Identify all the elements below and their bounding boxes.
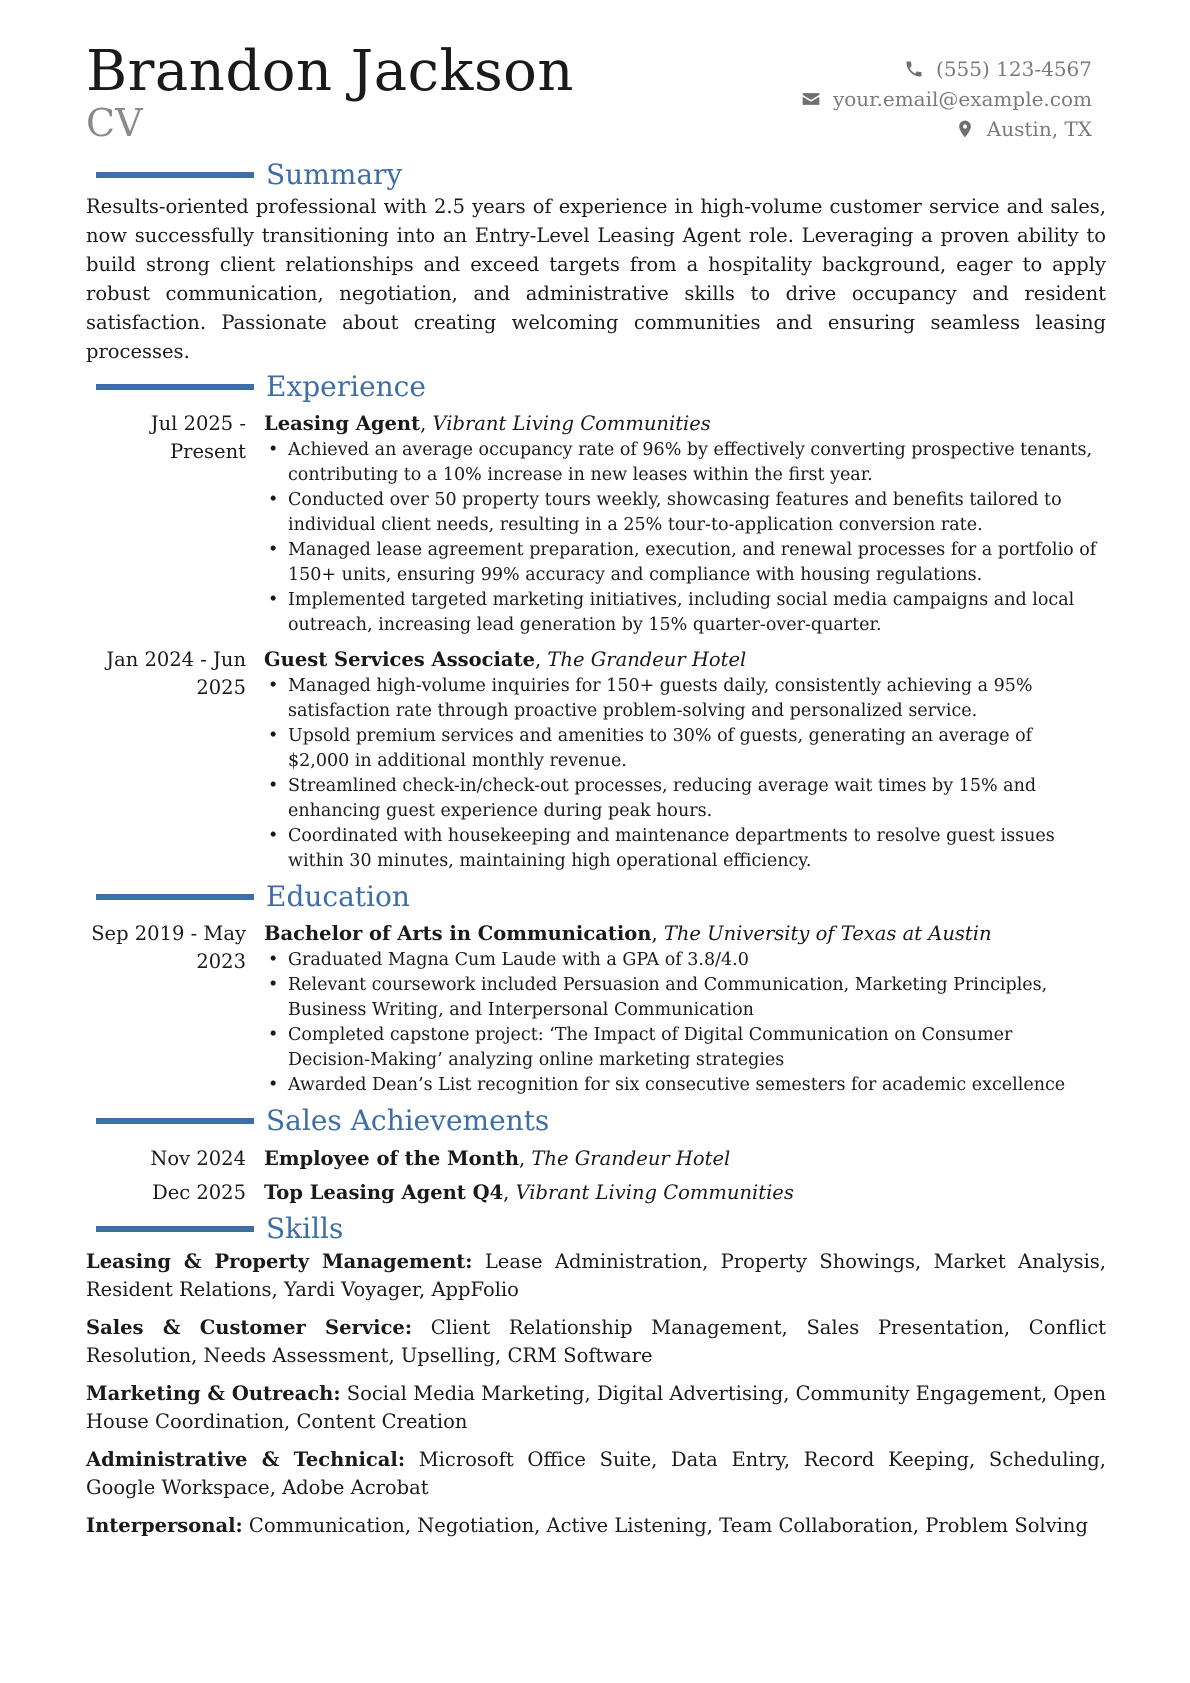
entry-org: The Grandeur Hotel <box>547 648 747 671</box>
bullet-item: • Completed capstone project: ‘The Impact of Digital Communication on Consumer Decision-Making’ analyzing online marketing strategies <box>288 1023 1098 1073</box>
bullet-item: • Managed high-volume inquiries for 150+ guests daily, consistently achieving a 95% satisfaction rate through proactive problem-solving and personalized service. <box>288 674 1098 724</box>
header <box>86 39 1106 156</box>
entry-org: Vibrant Living Communities <box>432 412 711 435</box>
section-skills-heading <box>86 1214 1106 1244</box>
section-title: Sales Achievements <box>266 1104 550 1137</box>
entry-heading: Employee of the Month, The Grandeur Hotel <box>264 1146 731 1170</box>
phone-text[interactable]: (555) 123-4567 <box>936 57 1092 81</box>
entry-role: Leasing Agent <box>264 412 421 435</box>
entry-bullets <box>264 948 1098 1098</box>
bullet-item: • Achieved an average occupancy rate of 96% by effectively converting prospective tenants, contributing to a 10% increase in new leases within the first year. <box>288 438 1098 488</box>
experience-entry <box>86 646 1106 874</box>
section-title: Skills <box>266 1212 344 1245</box>
section-title: Experience <box>266 370 426 403</box>
entry-heading: Top Leasing Agent Q4, Vibrant Living Communities <box>264 1180 794 1204</box>
entry-role: Bachelor of Arts in Communication <box>264 922 652 945</box>
contact-phone <box>801 54 1092 84</box>
envelope-icon <box>801 89 821 109</box>
skill-group <box>86 1314 1106 1370</box>
bullet-item: • Coordinated with housekeeping and maintenance departments to resolve guest issues within 30 minutes, maintaining high operational efficiency. <box>288 824 1098 874</box>
skill-items: Client Relationship Management, Sales Presentation, Conflict Resolution, Needs Assessment, Upselling, CRM Software <box>86 1316 1107 1367</box>
bullet-item: • Implemented targeted marketing initiatives, including social media campaigns and local outreach, increasing lead generation by 15% quarter-over-quarter. <box>288 588 1098 638</box>
contact-block <box>801 54 1092 144</box>
entry-role: Guest Services Associate <box>264 648 535 671</box>
entry-date: Dec 2025 <box>152 1180 246 1204</box>
summary-text: Results-oriented professional with 2.5 years of experience in high-volume customer service and sales, now successfully transitioning into an Entry-Level Leasing Agent role. Leveraging a proven ability to build strong client relationships and exceed targets from a hospitality background, eager to apply robust communication, negotiation, and administrative skills to drive occupancy and resident satisfaction. Passionate about creating welcoming communities and ensuring seamless leasing processes. <box>86 195 1106 363</box>
section-bar <box>96 894 254 900</box>
entry-date: Sep 2019 - May 2023 <box>91 922 246 973</box>
entry-heading: Bachelor of Arts in Communication, The University of Texas at Austin <box>264 922 992 945</box>
entry-heading: Guest Services Associate, The Grandeur Hotel <box>264 648 747 671</box>
map-marker-icon <box>955 119 975 139</box>
bullet-item: • Relevant coursework included Persuasion and Communication, Marketing Principles, Business Writing, and Interpersonal Communication <box>288 973 1098 1023</box>
location-text: Austin, TX <box>986 117 1092 141</box>
achievement-entry <box>86 1176 1106 1208</box>
skill-group <box>86 1446 1106 1502</box>
contact-location <box>801 114 1092 144</box>
skill-label: Interpersonal: <box>86 1514 243 1537</box>
skill-label: Leasing & Property Management: <box>86 1250 473 1273</box>
section-bar <box>96 172 254 178</box>
section-bar <box>96 384 254 390</box>
education-entry <box>86 920 1106 1098</box>
entry-heading: Leasing Agent, Vibrant Living Communities <box>264 412 711 435</box>
bullet-item: • Managed lease agreement preparation, execution, and renewal processes for a portfolio of 150+ units, ensuring 99% accuracy and compliance with housing regulations. <box>288 538 1098 588</box>
resume-page <box>86 39 1107 1550</box>
skill-label: Administrative & Technical: <box>86 1448 406 1471</box>
section-achievements-heading <box>86 1106 1106 1136</box>
skill-items: Lease Administration, Property Showings, Market Analysis, Resident Relations, Yardi Voyager, AppFolio <box>86 1250 1107 1301</box>
skills-list <box>86 1248 1106 1540</box>
section-education-heading <box>86 882 1106 912</box>
person-name: Brandon Jackson <box>86 39 574 104</box>
bullet-item: • Graduated Magna Cum Laude with a GPA of 3.8/4.0 <box>288 948 1098 973</box>
entry-date: Nov 2024 <box>150 1146 246 1170</box>
skill-group <box>86 1248 1106 1304</box>
entry-bullets <box>264 438 1098 638</box>
skill-items: Communication, Negotiation, Active Listening, Team Collaboration, Problem Solving <box>248 1514 1088 1537</box>
entry-role: Employee of the Month <box>264 1146 519 1170</box>
achievement-entry <box>86 1142 1106 1174</box>
entry-role: Top Leasing Agent Q4 <box>264 1180 504 1204</box>
skill-label: Sales & Customer Service: <box>86 1316 413 1339</box>
section-bar <box>96 1226 254 1232</box>
bullet-item: • Upsold premium services and amenities to 30% of guests, generating an average of $2,000 in additional monthly revenue. <box>288 724 1098 774</box>
phone-icon <box>904 59 924 79</box>
entry-org: Vibrant Living Communities <box>515 1180 794 1204</box>
section-experience-heading <box>86 372 1106 402</box>
entry-date: Jan 2024 - Jun 2025 <box>106 648 246 699</box>
document-subtitle: CV <box>86 101 143 145</box>
email-link[interactable]: your.email@example.com <box>832 87 1092 111</box>
section-summary-heading <box>86 160 1106 190</box>
bullet-item: • Conducted over 50 property tours weekly, showcasing features and benefits tailored to individual client needs, resulting in a 25% tour-to-application conversion rate. <box>288 488 1098 538</box>
bullet-item: • Streamlined check-in/check-out processes, reducing average wait times by 15% and enhancing guest experience during peak hours. <box>288 774 1098 824</box>
skill-label: Marketing & Outreach: <box>86 1382 341 1405</box>
skill-items: Social Media Marketing, Digital Advertising, Community Engagement, Open House Coordination, Content Creation <box>86 1382 1106 1433</box>
section-title: Education <box>266 880 410 913</box>
contact-email <box>801 84 1092 114</box>
section-title: Summary <box>266 158 403 191</box>
skill-group <box>86 1380 1106 1436</box>
entry-org: The University of Texas at Austin <box>663 922 992 945</box>
entry-org: The Grandeur Hotel <box>531 1146 731 1170</box>
section-bar <box>96 1118 254 1124</box>
bullet-item: • Awarded Dean’s List recognition for six consecutive semesters for academic excellence <box>288 1073 1098 1098</box>
skill-group <box>86 1512 1106 1540</box>
entry-bullets <box>264 674 1098 874</box>
skill-items: Microsoft Office Suite, Data Entry, Record Keeping, Scheduling, Google Workspace, Adobe Acrobat <box>86 1448 1106 1499</box>
experience-entry <box>86 410 1106 638</box>
entry-date: Jul 2025 - Present <box>150 412 246 463</box>
